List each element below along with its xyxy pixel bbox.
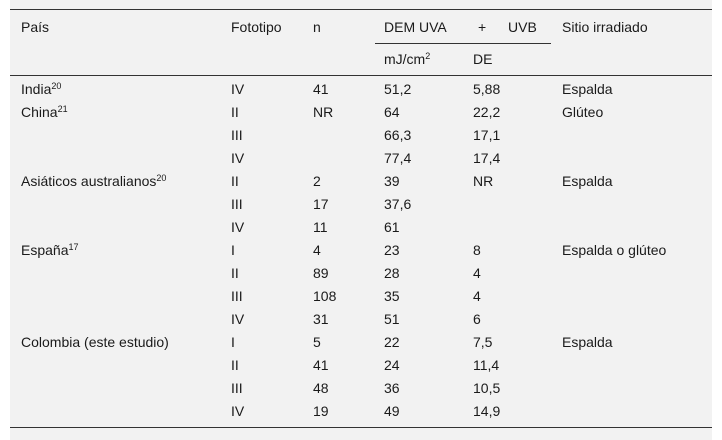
cell-de bbox=[473, 357, 499, 373]
cell-fototipo bbox=[231, 104, 239, 120]
cell-dem-text: 28 bbox=[384, 265, 400, 281]
cell-n bbox=[313, 334, 321, 350]
cell-dem-text: 39 bbox=[384, 173, 400, 189]
cell-de bbox=[473, 104, 500, 120]
cell-fototipo bbox=[231, 357, 239, 373]
cell-dem-text: 61 bbox=[384, 219, 400, 235]
cell-de bbox=[473, 127, 500, 143]
cell-sitio-text: Espalda bbox=[562, 334, 613, 350]
cell-n bbox=[313, 311, 329, 327]
cell-pais-text: India bbox=[21, 81, 52, 97]
cell-dem bbox=[384, 150, 411, 166]
cell-n-text: 5 bbox=[313, 334, 321, 350]
data-table bbox=[10, 0, 712, 440]
cell-n-text: 89 bbox=[313, 265, 329, 281]
reference-superscript: 20 bbox=[156, 173, 167, 183]
header-dem-uva: DEM UVA bbox=[384, 19, 447, 35]
cell-dem-text: 66,3 bbox=[384, 127, 412, 143]
cell-sitio-text: Espalda o glúteo bbox=[562, 242, 667, 258]
cell-de bbox=[473, 150, 500, 166]
cell-fototipo bbox=[231, 380, 243, 396]
cell-dem bbox=[384, 380, 400, 396]
cell-fototipo bbox=[231, 127, 243, 143]
cell-dem-text: 77,4 bbox=[384, 150, 412, 166]
cell-fototipo-text: III bbox=[231, 380, 243, 396]
cell-n-text: 2 bbox=[313, 173, 321, 189]
cell-n bbox=[313, 357, 329, 373]
cell-fototipo-text: II bbox=[231, 357, 239, 373]
cell-sitio-text: Espalda bbox=[562, 81, 613, 97]
cell-sitio-text: Glúteo bbox=[562, 104, 604, 120]
cell-dem bbox=[384, 104, 400, 120]
cell-dem bbox=[384, 242, 400, 258]
cell-n-text: 108 bbox=[313, 288, 337, 304]
cell-sitio bbox=[562, 334, 613, 350]
cell-dem-text: 23 bbox=[384, 242, 400, 258]
cell-de bbox=[473, 334, 492, 350]
cell-de bbox=[473, 288, 481, 304]
cell-dem bbox=[384, 127, 411, 143]
cell-de-text: 17,4 bbox=[473, 150, 501, 166]
cell-de bbox=[473, 311, 481, 327]
cell-de-text: 4 bbox=[473, 288, 481, 304]
cell-n-text: 17 bbox=[313, 196, 329, 212]
reference-superscript: 17 bbox=[68, 242, 79, 252]
cell-sitio bbox=[562, 242, 666, 258]
cell-dem-text: 64 bbox=[384, 104, 400, 120]
cell-fototipo-text: III bbox=[231, 288, 243, 304]
cell-de bbox=[473, 265, 481, 281]
cell-pais-text: Asiáticos australianos bbox=[21, 173, 157, 189]
cell-n-text: 4 bbox=[313, 242, 321, 258]
cell-fototipo-text: IV bbox=[231, 311, 245, 327]
cell-fototipo bbox=[231, 265, 239, 281]
header-bottom-rule bbox=[10, 75, 712, 76]
cell-fototipo-text: II bbox=[231, 173, 239, 189]
cell-n-text: 11 bbox=[313, 219, 328, 235]
cell-n bbox=[313, 288, 336, 304]
cell-fototipo bbox=[231, 403, 244, 419]
cell-fototipo-text: I bbox=[231, 242, 235, 258]
cell-n bbox=[313, 219, 328, 235]
cell-dem bbox=[384, 265, 400, 281]
header-n: n bbox=[313, 19, 321, 35]
cell-n-text: 31 bbox=[313, 311, 329, 327]
cell-fototipo-text: II bbox=[231, 104, 239, 120]
cell-de-text: 8 bbox=[473, 242, 481, 258]
cell-n bbox=[313, 242, 321, 258]
cell-de bbox=[473, 403, 500, 419]
cell-fototipo bbox=[231, 288, 243, 304]
cell-dem bbox=[384, 311, 400, 327]
cell-pais bbox=[21, 81, 61, 97]
cell-dem bbox=[384, 288, 400, 304]
cell-fototipo bbox=[231, 173, 239, 189]
reference-superscript: 20 bbox=[51, 81, 62, 91]
cell-de-text: NR bbox=[473, 173, 494, 189]
cell-dem bbox=[384, 403, 400, 419]
cell-n bbox=[313, 173, 321, 189]
cell-de bbox=[473, 173, 493, 189]
cell-pais bbox=[21, 334, 169, 350]
cell-dem bbox=[384, 196, 411, 212]
cell-dem-text: 51 bbox=[384, 311, 400, 327]
cell-dem-text: 24 bbox=[384, 357, 400, 373]
table-top-rule bbox=[10, 9, 712, 10]
cell-pais-text: Colombia (este estudio) bbox=[21, 334, 169, 350]
cell-n bbox=[313, 81, 329, 97]
cell-de-text: 7,5 bbox=[473, 334, 493, 350]
cell-fototipo-text: II bbox=[231, 265, 239, 281]
cell-de-text: 4 bbox=[473, 265, 481, 281]
cell-de bbox=[473, 242, 481, 258]
cell-fototipo bbox=[231, 311, 244, 327]
header-unit-exp: 2 bbox=[425, 51, 431, 61]
header-plus: + bbox=[478, 19, 487, 35]
cell-dem bbox=[384, 81, 411, 97]
header-fototipo: Fototipo bbox=[231, 19, 282, 35]
header-pais: País bbox=[21, 19, 50, 35]
header-sitio: Sitio irradiado bbox=[562, 19, 648, 35]
cell-n bbox=[313, 380, 329, 396]
cell-dem-text: 36 bbox=[384, 380, 400, 396]
cell-pais bbox=[21, 173, 166, 189]
cell-n bbox=[313, 196, 329, 212]
cell-fototipo-text: III bbox=[231, 196, 243, 212]
cell-pais bbox=[21, 104, 68, 120]
cell-sitio-text: Espalda bbox=[562, 173, 613, 189]
cell-n-text: 19 bbox=[313, 403, 329, 419]
cell-n-text: 41 bbox=[313, 357, 329, 373]
cell-de-text: 6 bbox=[473, 311, 481, 327]
cell-fototipo-text: IV bbox=[231, 150, 245, 166]
cell-de-text: 22,2 bbox=[473, 104, 501, 120]
cell-fototipo bbox=[231, 242, 235, 258]
cell-n bbox=[313, 403, 329, 419]
cell-dem-text: 22 bbox=[384, 334, 400, 350]
cell-n-text: 48 bbox=[313, 380, 329, 396]
cell-de-text: 14,9 bbox=[473, 403, 501, 419]
cell-fototipo-text: III bbox=[231, 127, 243, 143]
cell-n bbox=[313, 104, 333, 120]
cell-de bbox=[473, 380, 500, 396]
cell-n-text: NR bbox=[313, 104, 334, 120]
cell-fototipo bbox=[231, 334, 235, 350]
cell-dem bbox=[384, 173, 400, 189]
cell-fototipo bbox=[231, 150, 244, 166]
cell-dem bbox=[384, 334, 400, 350]
cell-sitio bbox=[562, 104, 603, 120]
cell-n-text: 41 bbox=[313, 81, 329, 97]
cell-fototipo bbox=[231, 196, 243, 212]
table-bottom-rule bbox=[10, 427, 712, 428]
cell-fototipo bbox=[231, 219, 244, 235]
cell-fototipo-text: IV bbox=[231, 81, 245, 97]
cell-fototipo-text: I bbox=[231, 334, 235, 350]
cell-fototipo-text: IV bbox=[231, 219, 245, 235]
cell-de bbox=[473, 81, 500, 97]
cell-dem bbox=[384, 357, 400, 373]
header-unit bbox=[384, 51, 430, 67]
cell-fototipo bbox=[231, 81, 244, 97]
cell-sitio bbox=[562, 81, 613, 97]
cell-de-text: 10,5 bbox=[473, 380, 501, 396]
cell-fototipo-text: IV bbox=[231, 403, 245, 419]
cell-de-text: 11,4 bbox=[473, 357, 500, 373]
cell-de-text: 5,88 bbox=[473, 81, 501, 97]
cell-pais-text: España bbox=[21, 242, 69, 258]
cell-dem bbox=[384, 219, 400, 235]
cell-pais bbox=[21, 242, 79, 258]
reference-superscript: 21 bbox=[57, 104, 68, 114]
cell-sitio bbox=[562, 173, 613, 189]
header-de: DE bbox=[473, 51, 493, 67]
cell-dem-text: 35 bbox=[384, 288, 400, 304]
header-uvb: UVB bbox=[508, 19, 537, 35]
cell-dem-text: 51,2 bbox=[384, 81, 412, 97]
cell-de-text: 17,1 bbox=[473, 127, 501, 143]
cell-dem-text: 37,6 bbox=[384, 196, 412, 212]
header-unit-base: mJ/cm bbox=[384, 51, 426, 67]
cell-pais-text: China bbox=[21, 104, 58, 120]
cell-dem-text: 49 bbox=[384, 403, 400, 419]
cell-n bbox=[313, 265, 329, 281]
dem-subheader-rule bbox=[375, 43, 551, 44]
